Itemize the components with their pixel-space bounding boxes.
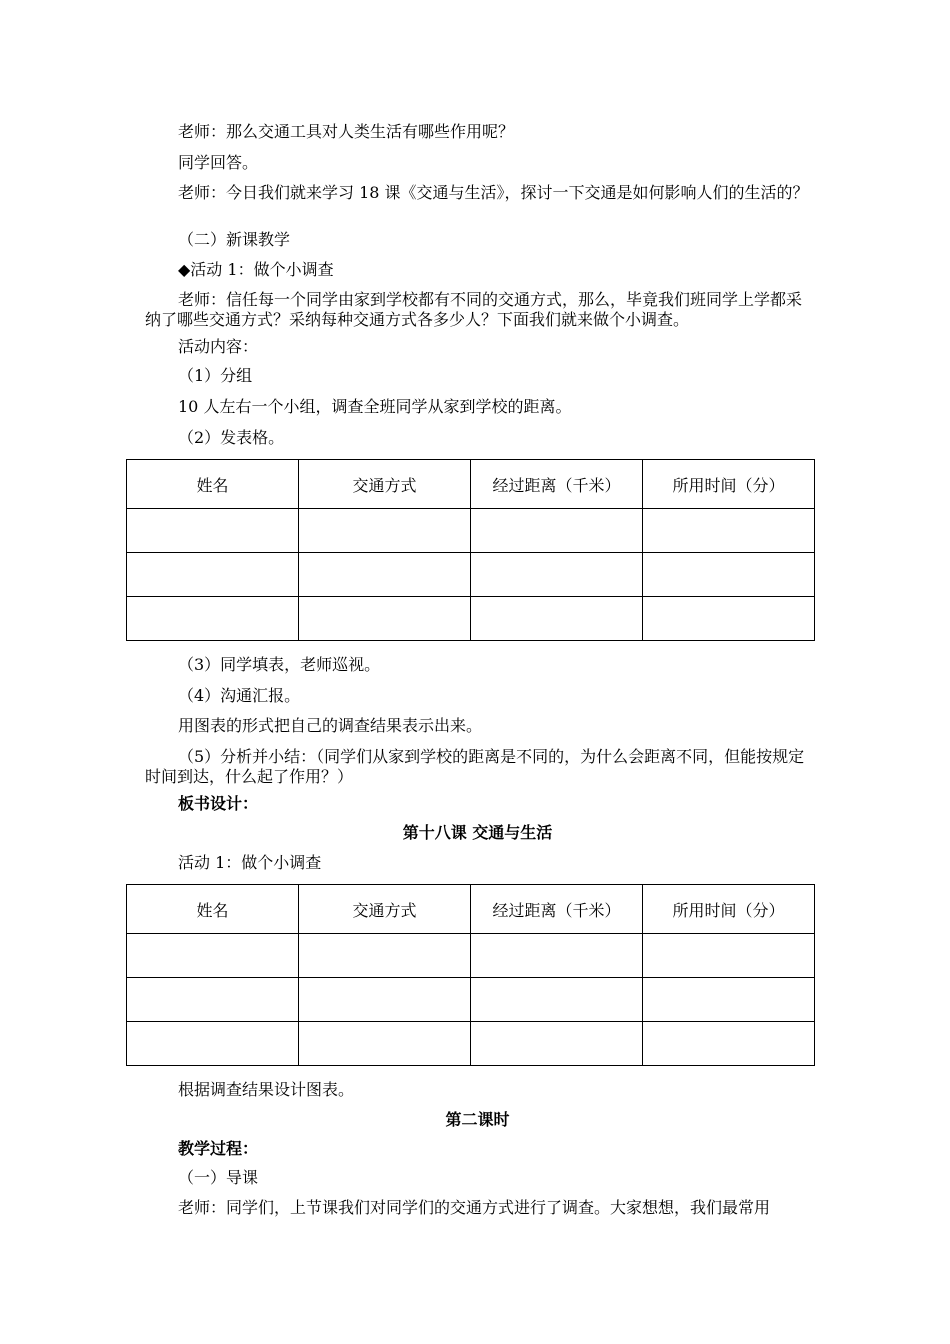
table-row bbox=[127, 934, 815, 978]
paragraph: 老师：信任每一个同学由家到学校都有不同的交通方式，那么，毕竟我们班同学上学都采纳了哪些交通方式？采纳每种交通方式各多少人？下面我们就来做个小调查。 bbox=[145, 290, 803, 329]
paragraph: 用图表的形式把自己的调查结果表示出来。 bbox=[178, 716, 483, 735]
section-heading: （一）导课 bbox=[178, 1168, 259, 1187]
table-cell bbox=[471, 978, 643, 1022]
table-header-cell: 经过距离（千米） bbox=[471, 460, 643, 509]
table-cell bbox=[127, 597, 299, 641]
table-header-cell: 交通方式 bbox=[299, 460, 471, 509]
table-cell bbox=[643, 978, 815, 1022]
paragraph: 老师：今日我们就来学习 18 课《交通与生活》，探讨一下交通是如何影响人们的生活的？ bbox=[178, 183, 809, 202]
table-cell bbox=[127, 978, 299, 1022]
paragraph: （3）同学填表，老师巡视。 bbox=[178, 655, 381, 674]
survey-table bbox=[126, 459, 815, 641]
table-cell bbox=[471, 509, 643, 553]
paragraph: 老师：那么交通工具对人类生活有哪些作用呢？ bbox=[178, 122, 515, 141]
table-header-cell: 经过距离（千米） bbox=[471, 885, 643, 934]
paragraph: 10 人左右一个小组，调查全班同学从家到学校的距离。 bbox=[178, 397, 572, 416]
activity-heading: ◆活动 1：做个小调查 bbox=[178, 260, 334, 279]
table-header-cell: 姓名 bbox=[127, 460, 299, 509]
paragraph: （1）分组 bbox=[178, 366, 253, 385]
table-cell bbox=[299, 553, 471, 597]
board-design-heading: 板书设计： bbox=[178, 794, 259, 813]
table-cell bbox=[299, 509, 471, 553]
table-cell bbox=[299, 1022, 471, 1066]
lesson-period-title: 第二课时 bbox=[445, 1110, 510, 1129]
table-cell bbox=[471, 1022, 643, 1066]
table-cell bbox=[127, 934, 299, 978]
table-header-cell: 所用时间（分） bbox=[643, 460, 815, 509]
table-cell bbox=[127, 1022, 299, 1066]
table-cell bbox=[299, 978, 471, 1022]
table-cell bbox=[299, 934, 471, 978]
table-cell bbox=[643, 597, 815, 641]
table-cell bbox=[643, 934, 815, 978]
table-cell bbox=[299, 597, 471, 641]
table-cell bbox=[127, 553, 299, 597]
table-row bbox=[127, 597, 815, 641]
paragraph: 活动内容： bbox=[178, 337, 259, 356]
paragraph: 老师：同学们，上节课我们对同学们的交通方式进行了调查。大家想想，我们最常用 bbox=[178, 1198, 771, 1217]
board-survey-table bbox=[126, 884, 815, 1066]
paragraph: 同学回答。 bbox=[178, 153, 259, 172]
table-cell bbox=[643, 1022, 815, 1066]
table-header-row bbox=[127, 885, 815, 934]
table-cell bbox=[643, 509, 815, 553]
table-cell bbox=[471, 597, 643, 641]
table-cell bbox=[127, 509, 299, 553]
table-row bbox=[127, 978, 815, 1022]
table-header-cell: 姓名 bbox=[127, 885, 299, 934]
table-header-cell: 所用时间（分） bbox=[643, 885, 815, 934]
paragraph: 根据调查结果设计图表。 bbox=[178, 1080, 355, 1099]
table-row bbox=[127, 1022, 815, 1066]
paragraph: （4）沟通汇报。 bbox=[178, 686, 301, 705]
lesson-title: 第十八课 交通与生活 bbox=[402, 823, 553, 842]
table-cell bbox=[643, 553, 815, 597]
table-row bbox=[127, 553, 815, 597]
paragraph: （2）发表格。 bbox=[178, 428, 285, 447]
section-heading: （二）新课教学 bbox=[178, 230, 291, 249]
table-header-row bbox=[127, 460, 815, 509]
table-row bbox=[127, 509, 815, 553]
paragraph: （5）分析并小结：（同学们从家到学校的距离是不同的，为什么会距离不同，但能按规定时间到达，什么起了作用？） bbox=[145, 747, 805, 786]
process-heading: 教学过程： bbox=[178, 1139, 259, 1158]
activity-heading: 活动 1：做个小调查 bbox=[178, 853, 322, 872]
table-cell bbox=[471, 553, 643, 597]
table-cell bbox=[471, 934, 643, 978]
table-header-cell: 交通方式 bbox=[299, 885, 471, 934]
